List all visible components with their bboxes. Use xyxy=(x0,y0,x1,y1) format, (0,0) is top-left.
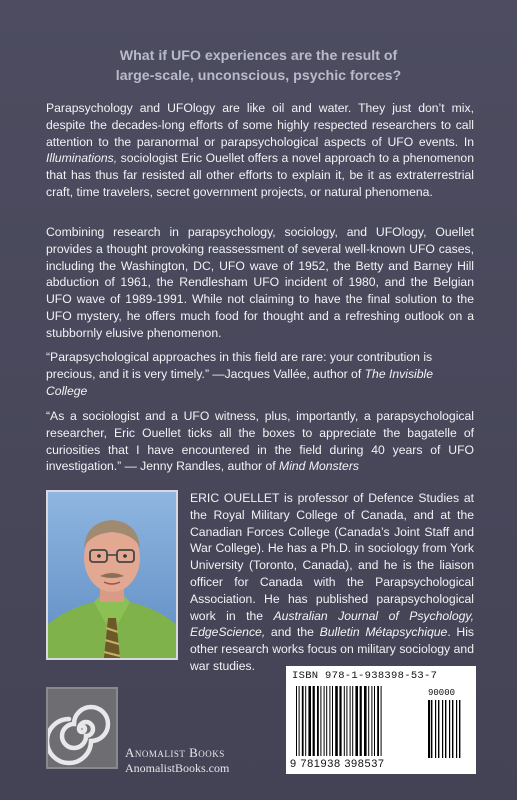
barcode-bar xyxy=(313,686,315,756)
quote1-book: The Invisible College xyxy=(46,366,434,398)
barcode-bar xyxy=(360,686,362,756)
barcode-bar xyxy=(296,686,297,756)
barcode-bar xyxy=(350,686,351,756)
para1-book-title: Illuminations, xyxy=(46,151,118,166)
author-bio xyxy=(190,490,474,675)
barcode-bar xyxy=(299,686,300,756)
ean-digits: 9 781938 398537 xyxy=(290,758,385,770)
barcode-bar xyxy=(317,686,319,756)
barcode-bar xyxy=(368,686,369,756)
barcode-bar xyxy=(339,686,341,756)
bio-text-a: ERIC OUELLET is professor of Defence Studies at the Royal Military College of Canada, and at the Canadian Forces College (Canada’s Joint Staff and War College). He has a Ph.D. in sociology from York University (Toronto, Canada), and he is the liaison officer for Canada with the Parapsychological Association. He has published parapsychological work in the xyxy=(190,491,474,623)
barcode-bar xyxy=(332,686,333,756)
bio-text-b: and the xyxy=(265,625,320,640)
author-photo xyxy=(46,490,178,660)
blurb-quote-randles xyxy=(46,408,474,475)
barcode-bar xyxy=(452,700,453,758)
barcode-bar xyxy=(355,686,358,756)
headline-line-1: What if UFO experiences are the result of xyxy=(119,48,398,64)
publisher-name: Anomalist Books xyxy=(125,745,225,760)
barcode-bar xyxy=(435,700,436,758)
isbn-barcode xyxy=(286,666,476,774)
barcode-bar xyxy=(456,700,457,758)
isbn-number: ISBN 978-1-938398-53-7 xyxy=(292,670,438,682)
bio-journal-1: Australian Journal of Psychology, EdgeScience, xyxy=(190,608,474,640)
barcode-bar xyxy=(326,686,327,756)
headline xyxy=(40,46,477,86)
barcode-bar xyxy=(324,686,325,756)
publisher-logo xyxy=(46,687,118,769)
barcode-bar xyxy=(308,686,311,756)
spiral-logo-icon xyxy=(48,689,116,767)
barcode-bar xyxy=(442,700,443,758)
publisher-url: AnomalistBooks.com xyxy=(125,761,230,775)
barcode-bar xyxy=(305,686,306,756)
quote1-text: “Parapsychological approaches in this field are rare: your contribution is precious, and it is very timely.” —Jacques Vallée, author of xyxy=(46,350,433,381)
quote2-text: “As a sociologist and a UFO witness, plus, importantly, a parapsychological researcher, Eric Ouellet ticks all the boxes to appreciate the bagatelle of curiosities that I have encountered in the field during 40 years of UFO investigation.” — Jenny Randles, author of xyxy=(46,409,474,474)
barcode-bar xyxy=(329,686,330,756)
barcode-bar xyxy=(459,700,460,758)
barcode-bar xyxy=(364,686,367,756)
headline-line-2: large-scale, unconscious, psychic forces? xyxy=(115,68,402,84)
barcode-bar xyxy=(428,700,430,758)
barcode-bar xyxy=(381,686,382,756)
barcode-bar xyxy=(445,700,446,758)
barcode-bar xyxy=(377,686,379,756)
barcode-bar xyxy=(352,686,353,756)
barcode-bar xyxy=(371,686,372,756)
quote2-book: Mind Monsters xyxy=(279,459,359,474)
barcode-bar xyxy=(320,686,321,756)
barcode-bar xyxy=(438,700,439,758)
description-paragraph-1 xyxy=(46,100,474,201)
barcode-bar xyxy=(449,700,450,758)
barcode-bar xyxy=(335,686,338,756)
barcode-bar xyxy=(302,686,304,756)
para1-text-a: Parapsychology and UFOlogy are like oil and water. They just don’t mix, despite the decades-long efforts of some highly respected researchers to call attention to the paranormal or parapsychological aspects of UFO events. In xyxy=(46,101,474,149)
barcode-bar xyxy=(346,686,347,756)
bio-journal-2: Bulletin Métapsychique xyxy=(319,625,448,640)
blurb-quote-vallee xyxy=(46,349,474,399)
bio-text-c: . His other research works focus on military sociology and war studies. xyxy=(190,625,475,673)
price-code: 90000 xyxy=(428,688,456,698)
barcode-bar xyxy=(344,686,345,756)
author-portrait-image xyxy=(48,492,176,658)
para1-text-b: sociologist Eric Ouellet offers a novel approach to a phenomenon that has thus far resisted all other efforts to explain it, be it as extraterrestrial craft, time travelers, secret government projects, or natural phenomena. xyxy=(46,151,474,199)
barcode-bar xyxy=(374,686,375,756)
description-paragraph-2: Combining research in parapsychology, sociology, and UFOlogy, Ouellet provides a thought provoking reassessment of several well-known UFO cases, including the Washington, DC, UFO wave of 1952, the Betty and Barney Hill abduction of 1961, the Rendlesham UFO incident of 1980, and the Belgian UFO wave of 1989-1991. While not claiming to have the final solution to the UFO mystery, he offers much food for thought and a refreshing outlook on a stubbornly elusive phenomenon. xyxy=(46,225,474,340)
barcode-bar xyxy=(431,700,432,758)
